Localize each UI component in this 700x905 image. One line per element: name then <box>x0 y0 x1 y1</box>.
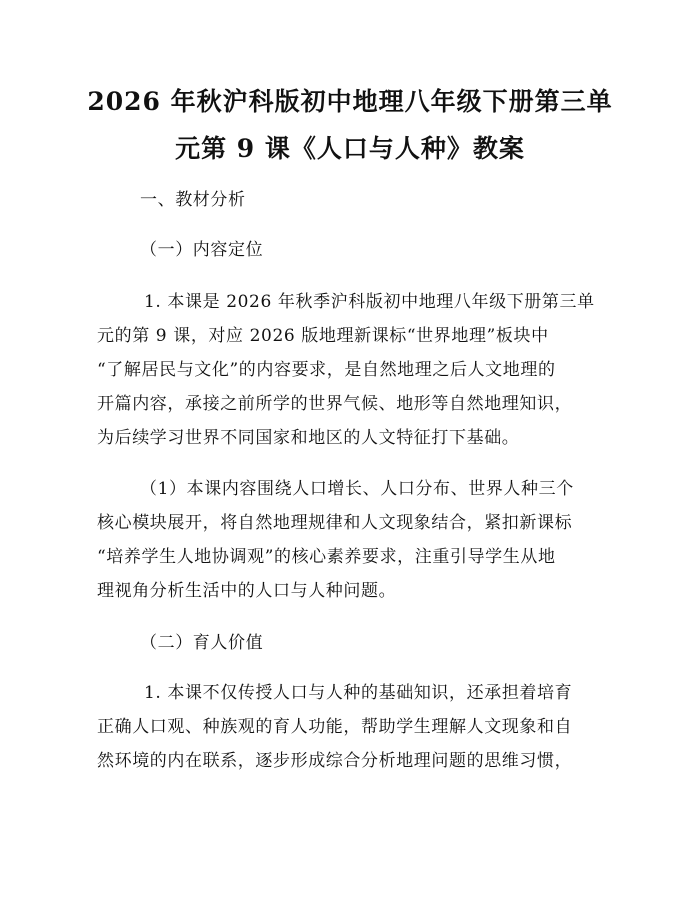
paragraph-1-line-1: 1. 本课是 2026 年秋季沪科版初中地理八年级下册第三单 <box>144 292 595 312</box>
paragraph-1-line-5: 为后续学习世界不同国家和地区的人文特征打下基础。 <box>97 428 520 448</box>
paragraph-1-line-4: 开篇内容，承接之前所学的世界气候、地形等自然地理知识， <box>97 394 573 414</box>
paragraph-2-line-4: 理视角分析生活中的人口与人种问题。 <box>97 581 397 601</box>
document-title-line-1: 2026 年秋沪科版初中地理八年级下册第三单 <box>87 87 613 116</box>
paragraph-1-line-2: 元的第 9 课，对应 2026 版地理新课标“世界地理”板块中 <box>97 326 549 346</box>
section-heading-teaching-material-analysis: 一、教材分析 <box>140 190 246 210</box>
subsection-heading-content-positioning: （一）内容定位 <box>140 240 264 260</box>
paragraph-2-line-3: “培养学生人地协调观”的核心素养要求，注重引导学生从地 <box>97 547 556 567</box>
paragraph-1-line-3: “了解居民与文化”的内容要求，是自然地理之后人文地理的 <box>97 360 556 380</box>
paragraph-3-line-3: 然环境的内在联系，逐步形成综合分析地理问题的思维习惯， <box>97 751 573 771</box>
paragraph-3-line-1: 1. 本课不仅传授人口与人种的基础知识，还承担着培育 <box>144 683 573 703</box>
paragraph-3-line-2: 正确人口观、种族观的育人功能，帮助学生理解人文现象和自 <box>97 717 573 737</box>
paragraph-2-line-1: （1）本课内容围绕人口增长、人口分布、世界人种三个 <box>140 479 574 499</box>
subsection-heading-educational-value: （二）育人价值 <box>140 633 264 653</box>
document-title-line-2: 元第 9 课《人口与人种》教案 <box>175 134 525 163</box>
paragraph-2-line-2: 核心模块展开，将自然地理规律和人文现象结合，紧扣新课标 <box>97 513 573 533</box>
